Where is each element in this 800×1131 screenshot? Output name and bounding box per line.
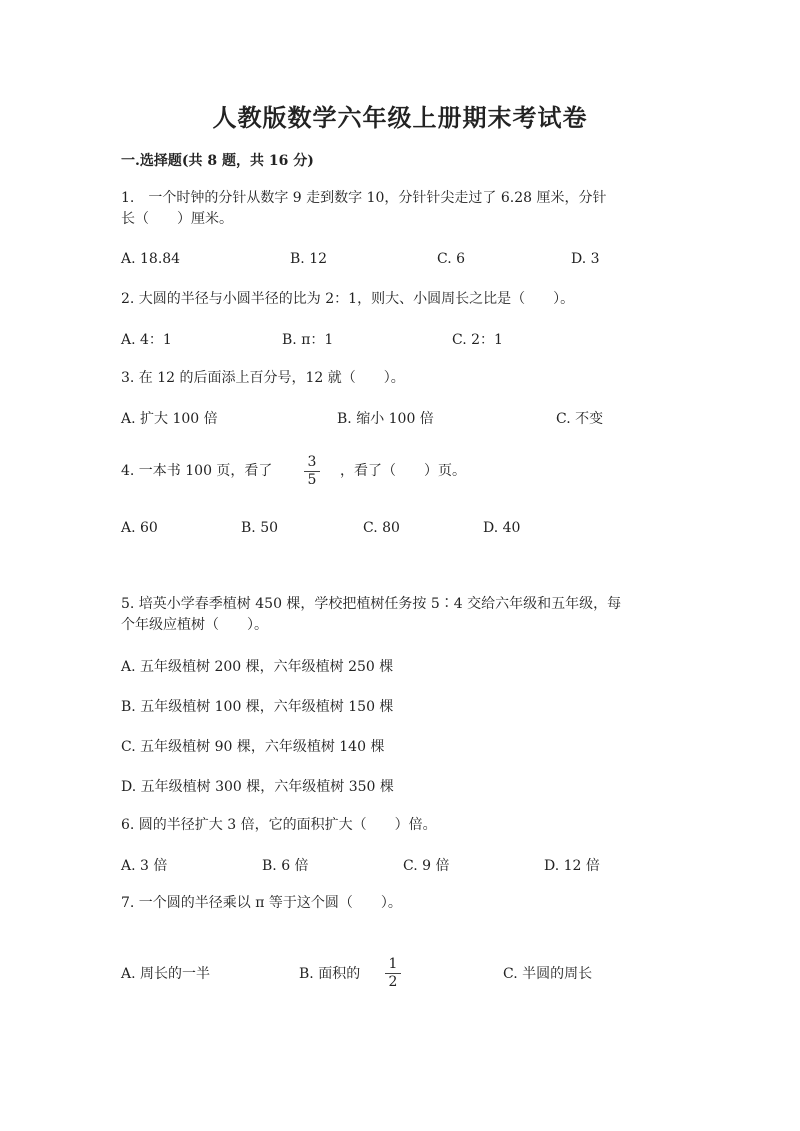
question-5-option-c: C. 五年级植树 90 棵，六年级植树 140 棵 xyxy=(121,739,385,755)
question-1-option-a: A. 18.84 xyxy=(121,251,181,267)
question-7-option-c: C. 半圆的周长 xyxy=(503,966,593,982)
question-5-line2: 个年级应植树（ ）。 xyxy=(121,617,268,633)
question-4-text-after: ，看了（ ）页。 xyxy=(340,463,466,479)
question-1-option-c: C. 6 xyxy=(437,251,466,267)
question-7-fraction xyxy=(385,957,401,990)
question-4-option-d: D. 40 xyxy=(483,520,521,536)
page-title: 人教版数学六年级上册期末考试卷 xyxy=(212,103,588,132)
question-7-option-a: A. 周长的一半 xyxy=(121,966,211,982)
question-2-option-c: C. 2：1 xyxy=(452,332,503,348)
section-heading: 一.选择题(共 8 题，共 16 分) xyxy=(121,153,314,169)
question-4-option-b: B. 50 xyxy=(241,520,279,536)
question-6-option-b: B. 6 倍 xyxy=(262,858,309,874)
question-3-option-c: C. 不变 xyxy=(556,411,604,427)
question-4-option-c: C. 80 xyxy=(363,520,400,536)
question-5-option-a: A. 五年级植树 200 棵，六年级植树 250 棵 xyxy=(121,659,394,675)
question-1-line1: 1. 一个时钟的分针从数字 9 走到数字 10，分针针尖走过了 6.28 厘米，分针 xyxy=(121,190,607,206)
question-2-option-b: B. π：1 xyxy=(282,332,334,348)
question-6-option-a: A. 3 倍 xyxy=(121,858,168,874)
question-7-option-b: B. 面积的 xyxy=(299,966,361,982)
fraction-numerator: 3 xyxy=(304,455,320,472)
question-5-line1: 5. 培英小学春季植树 450 棵，学校把植树任务按 5∶4 交给六年级和五年级，每 xyxy=(121,596,622,612)
question-6-text: 6. 圆的半径扩大 3 倍，它的面积扩大（ ）倍。 xyxy=(121,817,437,833)
fraction-numerator: 1 xyxy=(385,957,401,974)
question-5-option-d: D. 五年级植树 300 棵，六年级植树 350 棵 xyxy=(121,779,394,795)
question-4-option-a: A. 60 xyxy=(121,520,158,536)
fraction-denominator: 2 xyxy=(388,974,398,990)
question-2-text: 2. 大圆的半径与小圆半径的比为 2：1，则大、小圆周长之比是（ ）。 xyxy=(121,291,575,307)
question-1-option-d: D. 3 xyxy=(571,251,600,267)
fraction-denominator: 5 xyxy=(307,472,317,488)
question-1-line2: 长（ ）厘米。 xyxy=(121,211,233,227)
question-3-option-b: B. 缩小 100 倍 xyxy=(337,411,434,427)
question-5-option-b: B. 五年级植树 100 棵，六年级植树 150 棵 xyxy=(121,699,394,715)
question-3-option-a: A. 扩大 100 倍 xyxy=(121,411,218,427)
question-2-option-a: A. 4：1 xyxy=(121,332,172,348)
question-1-option-b: B. 12 xyxy=(290,251,328,267)
question-6-option-d: D. 12 倍 xyxy=(544,858,600,874)
question-4-text-before: 4. 一本书 100 页，看了 xyxy=(121,463,273,479)
question-3-text: 3. 在 12 的后面添上百分号，12 就（ ）。 xyxy=(121,370,405,386)
question-6-option-c: C. 9 倍 xyxy=(403,858,450,874)
question-7-text: 7. 一个圆的半径乘以 π 等于这个圆（ ）。 xyxy=(121,895,402,911)
question-4-fraction xyxy=(304,455,320,488)
